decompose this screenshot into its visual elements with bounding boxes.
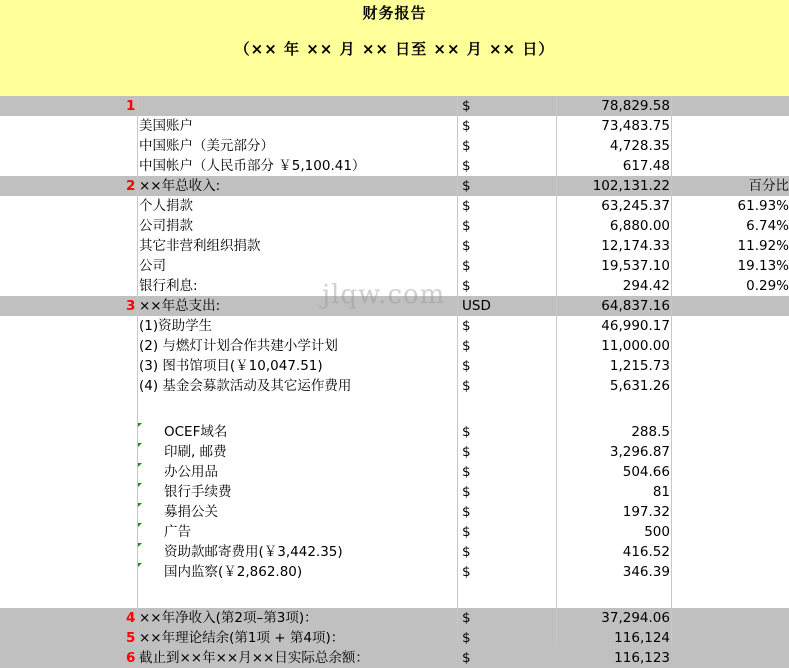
- amount-value: 346.39: [622, 564, 670, 580]
- row-label: ××年总支出:: [139, 298, 221, 314]
- report-title: 财务报告: [362, 4, 427, 22]
- row-label: 其它非营利组织捐款: [139, 238, 261, 254]
- amount-value: 1,215.73: [609, 358, 670, 374]
- currency-symbol: $: [462, 424, 471, 440]
- row-label: ××年总收入:: [139, 178, 221, 194]
- section-number: 2: [126, 178, 136, 194]
- amount-value: 4,728.35: [609, 138, 670, 154]
- currency-symbol: $: [462, 138, 471, 154]
- currency-symbol: $: [462, 158, 471, 174]
- currency-symbol: $: [462, 544, 471, 560]
- currency-symbol: $: [462, 238, 471, 254]
- amount-value: 288.5: [631, 424, 670, 440]
- currency-symbol: $: [462, 564, 471, 580]
- currency-symbol: $: [462, 358, 471, 374]
- row-label: (2) 与燃灯计划合作共建小学计划: [139, 338, 338, 354]
- currency-symbol: $: [462, 484, 471, 500]
- watermark-text: jlqw.com: [322, 280, 446, 310]
- report-header: [0, 0, 789, 96]
- currency-symbol: $: [462, 504, 471, 520]
- row-label: (4) 基金会募款活动及其它运作费用: [139, 378, 352, 394]
- row-label: OCEF域名: [164, 424, 228, 440]
- row-label: (3) 图书馆项目(￥10,047.51): [139, 358, 323, 374]
- amount-value: 3,296.87: [609, 444, 670, 460]
- amount-value: 46,990.17: [601, 318, 670, 334]
- row-label: ××年理论结余(第1项 + 第4项)：: [139, 630, 345, 646]
- amount-value: 78,829.58: [601, 98, 670, 114]
- amount-value: 116,124: [614, 630, 670, 646]
- percent-value: 61.93%: [737, 198, 789, 214]
- row-label: 国内监察(￥2,862.80): [164, 564, 303, 580]
- row-label: 公司捐款: [139, 218, 193, 234]
- amount-value: 63,245.37: [601, 198, 670, 214]
- currency-symbol: $: [462, 258, 471, 274]
- currency-symbol: $: [462, 444, 471, 460]
- currency-symbol: $: [462, 118, 471, 134]
- row-label: ××年净收入(第2项–第3项)：: [139, 610, 318, 626]
- currency-symbol: $: [462, 630, 471, 646]
- amount-value: 504.66: [622, 464, 670, 480]
- currency-symbol: $: [462, 218, 471, 234]
- currency-symbol: $: [462, 650, 471, 666]
- amount-value: 12,174.33: [601, 238, 670, 254]
- row-label: 个人捐款: [139, 198, 193, 214]
- grid-line: [457, 96, 458, 645]
- currency-symbol: $: [462, 198, 471, 214]
- percent-value: 6.74%: [746, 218, 789, 234]
- currency-symbol: $: [462, 464, 471, 480]
- currency-symbol: $: [462, 178, 471, 194]
- row-label: 银行手续费: [164, 484, 232, 500]
- amount-value: 81: [652, 484, 670, 500]
- row-label: 募捐公关: [164, 504, 218, 520]
- amount-value: 73,483.75: [601, 118, 670, 134]
- amount-value: 500: [644, 524, 670, 540]
- amount-value: 11,000.00: [601, 338, 670, 354]
- row-label: 银行利息:: [139, 278, 198, 294]
- row-label: 公司: [139, 258, 166, 274]
- currency-symbol: $: [462, 378, 471, 394]
- currency-symbol: $: [462, 338, 471, 354]
- row-label: 印刷, 邮费: [164, 444, 227, 460]
- currency-symbol: $: [462, 98, 471, 114]
- row-label: 广告: [164, 524, 191, 540]
- row-label: 中国账户（美元部分）: [139, 138, 274, 154]
- percent-value: 百分比: [748, 178, 789, 194]
- section-number: 3: [126, 298, 136, 314]
- percent-value: 11.92%: [737, 238, 789, 254]
- amount-value: 416.52: [622, 544, 670, 560]
- amount-value: 617.48: [622, 158, 670, 174]
- amount-value: 19,537.10: [601, 258, 670, 274]
- row-label: (1)资助学生: [139, 318, 213, 334]
- row-label: 资助款邮寄费用(￥3,442.35): [164, 544, 343, 560]
- row-label: 中国帐户（人民币部分 ￥5,100.41）: [139, 158, 366, 174]
- row-label: 办公用品: [164, 464, 218, 480]
- amount-value: 102,131.22: [592, 178, 670, 194]
- amount-value: 6,880.00: [609, 218, 670, 234]
- currency-symbol: USD: [462, 298, 491, 314]
- section-number: 4: [126, 610, 136, 626]
- amount-value: 64,837.16: [601, 298, 670, 314]
- amount-value: 294.42: [622, 278, 670, 294]
- percent-value: 0.29%: [746, 278, 789, 294]
- currency-symbol: $: [462, 318, 471, 334]
- section-number: 6: [126, 650, 136, 666]
- grid-line: [556, 96, 557, 645]
- amount-value: 5,631.26: [609, 378, 670, 394]
- amount-value: 37,294.06: [601, 610, 670, 626]
- grid-line: [137, 96, 138, 645]
- section-number: 5: [126, 630, 136, 646]
- grid-line: [671, 96, 672, 645]
- amount-value: 116,123: [614, 650, 670, 666]
- currency-symbol: $: [462, 610, 471, 626]
- currency-symbol: $: [462, 524, 471, 540]
- percent-value: 19.13%: [737, 258, 789, 274]
- row-label: 美国账户: [139, 118, 193, 134]
- amount-value: 197.32: [622, 504, 670, 520]
- section-row: [0, 648, 789, 668]
- report-period: （×× 年 ×× 月 ×× 日至 ×× 月 ×× 日）: [234, 40, 555, 58]
- row-label: 截止到××年××月××日实际总余额：: [139, 650, 369, 666]
- section-number: 1: [126, 98, 136, 114]
- currency-symbol: $: [462, 278, 471, 294]
